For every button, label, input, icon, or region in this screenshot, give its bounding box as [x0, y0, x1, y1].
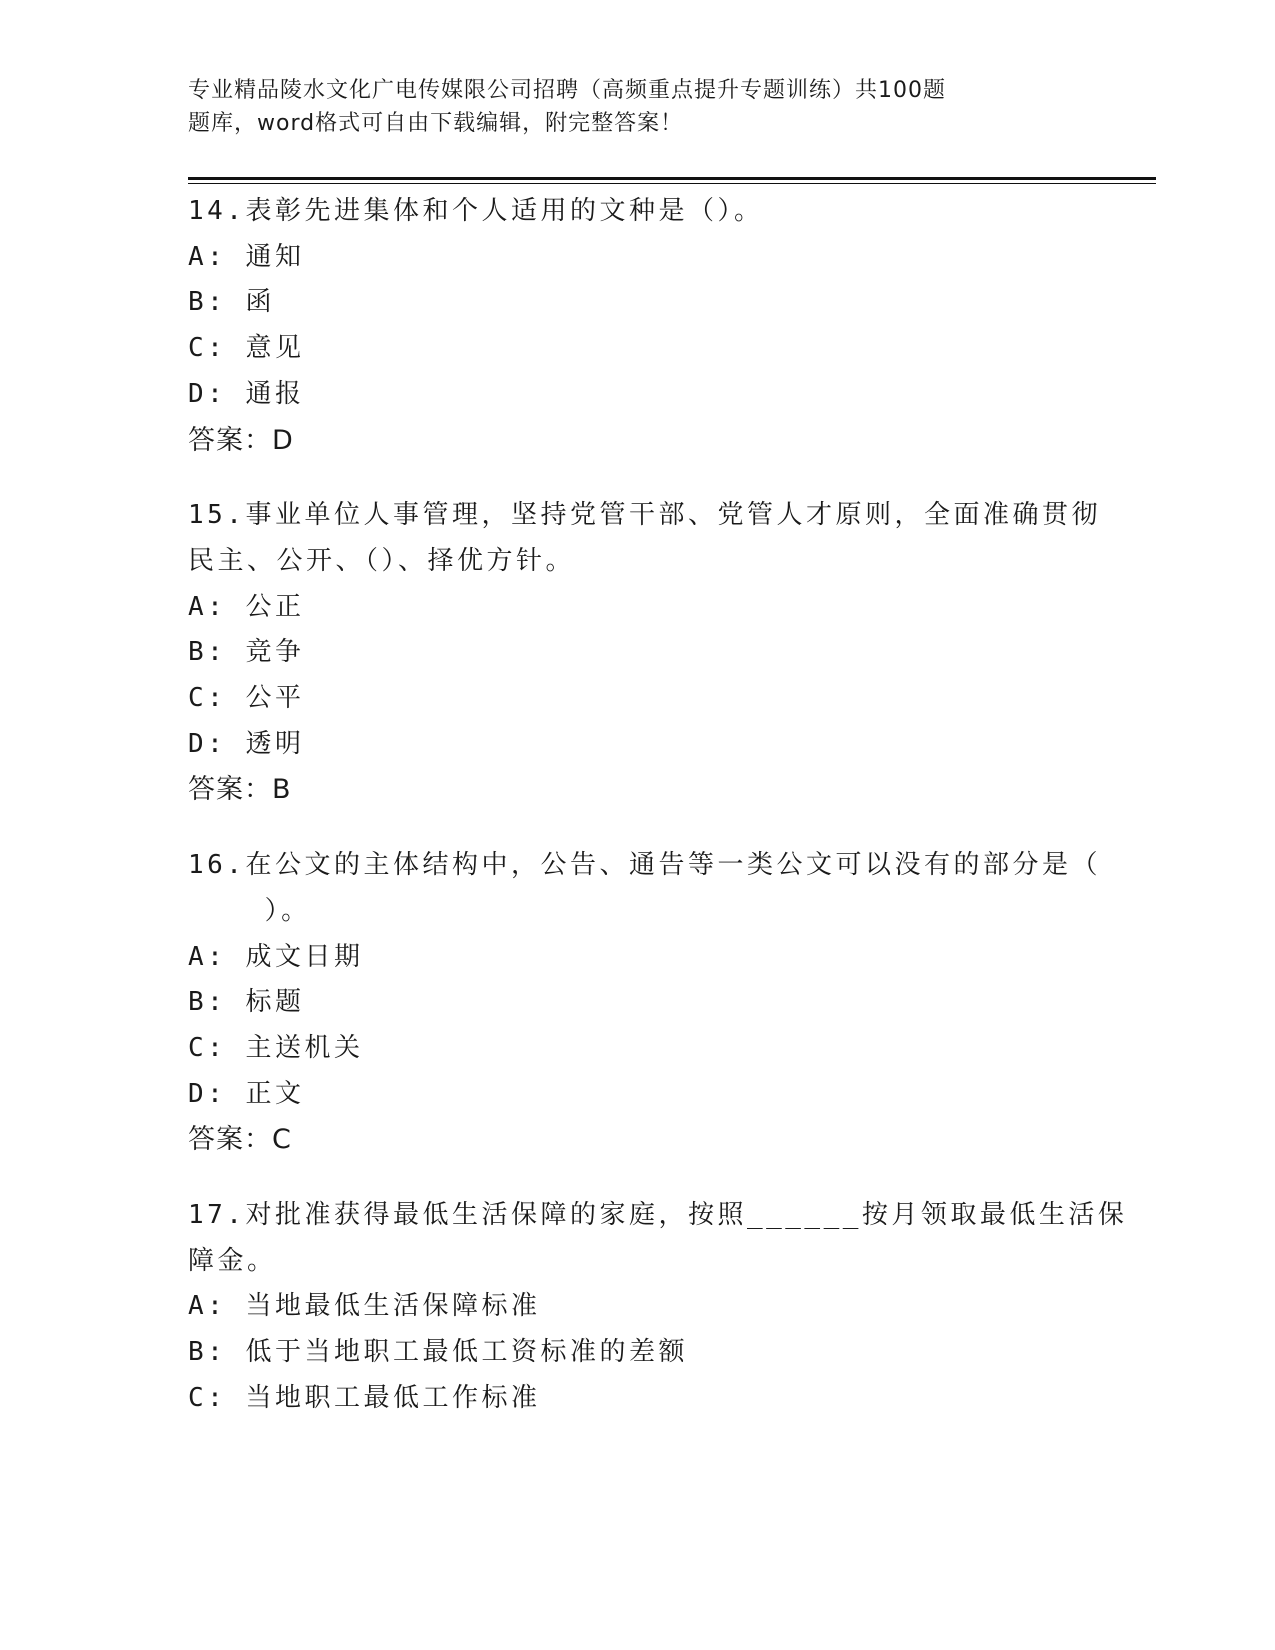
option-a: A: 通知 [188, 241, 305, 272]
option-b: B: 低于当地职工最低工资标准的差额 [188, 1337, 688, 1368]
option-c: C: 公平 [188, 683, 305, 714]
question-17 [188, 1193, 1128, 1422]
question-stem [188, 189, 1088, 235]
question-stem-line: 障金。 [188, 1245, 277, 1276]
header-divider-thin [188, 183, 1156, 184]
question-16 [188, 843, 1101, 1163]
question-stem-line: 16.在公文的主体结构中，公告、通告等一类公文可以没有的部分是（ [188, 850, 1101, 881]
option-a: A: 公正 [188, 591, 305, 622]
question-stem-line: 17.对批准获得最低生活保障的家庭，按照______按月领取最低生活保 [188, 1200, 1128, 1231]
question-stem [188, 493, 1101, 584]
question-stem [188, 1193, 1128, 1284]
answer-line: 答案：D [188, 424, 294, 456]
option-a: A: 成文日期 [188, 941, 364, 972]
question-stem-line: 14.表彰先进集体和个人适用的文种是（）。 [188, 196, 764, 226]
question-15 [188, 493, 1101, 813]
question-stem [188, 843, 1101, 934]
header-title-line-2: 题库，word格式可自由下载编辑，附完整答案！ [188, 111, 684, 136]
option-a: A: 当地最低生活保障标准 [188, 1291, 541, 1322]
option-b: B: 函 [188, 287, 275, 318]
header-title-line-1: 专业精品陵水文化广电传媒限公司招聘（高频重点提升专题训练）共100题 [188, 78, 946, 103]
question-14 [188, 189, 1088, 463]
option-c: C: 意见 [188, 333, 305, 364]
option-b: B: 标题 [188, 987, 305, 1018]
option-b: B: 竞争 [188, 637, 305, 668]
option-c: C: 主送机关 [188, 1032, 364, 1063]
option-d: D: 通报 [188, 378, 305, 409]
question-list [188, 189, 1128, 1452]
question-stem-line: 民主、公开、（）、择优方针。 [188, 545, 576, 576]
answer-line: 答案：C [188, 1124, 292, 1156]
option-c: C: 当地职工最低工作标准 [188, 1382, 541, 1413]
question-stem-line: ）。 [188, 895, 311, 926]
answer-line: 答案：B [188, 774, 292, 806]
option-d: D: 正文 [188, 1078, 305, 1109]
document-header [188, 74, 1018, 140]
option-d: D: 透明 [188, 728, 305, 759]
header-divider-thick [188, 177, 1156, 180]
question-stem-line: 15.事业单位人事管理，坚持党管干部、党管人才原则，全面准确贯彻 [188, 500, 1101, 531]
